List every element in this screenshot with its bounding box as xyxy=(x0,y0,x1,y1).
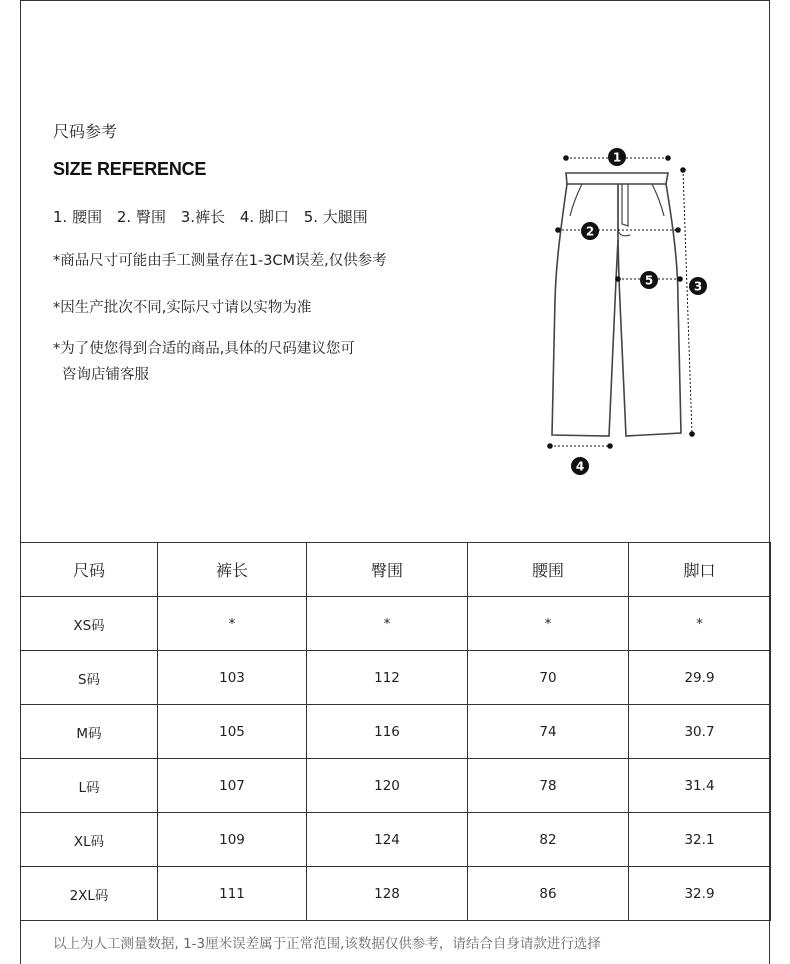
note-contact-line2: 咨询店铺客服 xyxy=(62,367,149,383)
part-waist: 1. 腰围 xyxy=(53,208,103,226)
svg-text:3: 3 xyxy=(693,279,703,294)
note-batch-difference: *因生产批次不同,实际尺寸请以实物为准 xyxy=(53,300,312,316)
svg-text:1: 1 xyxy=(612,150,622,165)
table-header-row xyxy=(21,543,771,597)
note-contact-service xyxy=(53,336,433,388)
cell-hip: 112 xyxy=(307,651,468,705)
cell-size: XS码 xyxy=(21,597,158,651)
cell-waist: 74 xyxy=(468,705,629,759)
part-leg-opening: 4. 脚口 xyxy=(239,208,289,226)
cell-size: S码 xyxy=(21,651,158,705)
pants-outline xyxy=(552,173,681,436)
cell-length: 105 xyxy=(158,705,307,759)
cell-waist: * xyxy=(468,597,629,651)
table-row xyxy=(21,813,771,867)
cell-length: 103 xyxy=(158,651,307,705)
cell-leg-opening: * xyxy=(629,597,771,651)
header-size: 尺码 xyxy=(21,543,158,597)
cell-leg-opening: 29.9 xyxy=(629,651,771,705)
measurement-endpoints xyxy=(547,155,695,449)
cell-length: 107 xyxy=(158,759,307,813)
svg-text:2: 2 xyxy=(585,224,595,239)
cell-waist: 82 xyxy=(468,813,629,867)
table-row xyxy=(21,651,771,705)
cell-length: 111 xyxy=(158,867,307,921)
cell-length: * xyxy=(158,597,307,651)
marker-5 xyxy=(640,271,658,289)
table-row xyxy=(21,597,771,651)
cell-leg-opening: 31.4 xyxy=(629,759,771,813)
svg-text:4: 4 xyxy=(575,459,585,474)
cell-waist: 70 xyxy=(468,651,629,705)
table-row xyxy=(21,759,771,813)
cell-leg-opening: 30.7 xyxy=(629,705,771,759)
note-measurement-error: *商品尺寸可能由手工测量存在1-3CM误差,仅供参考 xyxy=(53,253,387,269)
part-length: 3.裤长 xyxy=(180,208,226,226)
cell-hip: 128 xyxy=(307,867,468,921)
title-english: SIZE REFERENCE xyxy=(53,159,207,179)
cell-size: XL码 xyxy=(21,813,158,867)
cell-size: 2XL码 xyxy=(21,867,158,921)
pants-diagram xyxy=(540,140,720,480)
note-contact-line1: *为了使您得到合适的商品,具体的尺码建议您可 xyxy=(53,341,355,357)
cell-waist: 86 xyxy=(468,867,629,921)
footer-disclaimer: 以上为人工测量数据, 1-3厘米误差属于正常范围,该数据仅供参考，请结合自身请款进行选择 xyxy=(53,936,601,952)
cell-size: L码 xyxy=(21,759,158,813)
cell-size: M码 xyxy=(21,705,158,759)
cell-hip: 124 xyxy=(307,813,468,867)
cell-length: 109 xyxy=(158,813,307,867)
cell-hip: 120 xyxy=(307,759,468,813)
marker-3 xyxy=(689,277,707,295)
title-chinese: 尺码参考 xyxy=(53,122,118,141)
marker-1 xyxy=(608,148,626,166)
header-leg-opening: 脚口 xyxy=(629,543,771,597)
header-length: 裤长 xyxy=(158,543,307,597)
cell-waist: 78 xyxy=(468,759,629,813)
cell-leg-opening: 32.9 xyxy=(629,867,771,921)
measurement-parts xyxy=(53,206,378,227)
part-thigh: 5. 大腿围 xyxy=(303,208,368,226)
table-row xyxy=(21,867,771,921)
svg-text:5: 5 xyxy=(644,273,654,288)
part-hip: 2. 臀围 xyxy=(116,208,166,226)
cell-hip: * xyxy=(307,597,468,651)
header-waist: 腰围 xyxy=(468,543,629,597)
cell-hip: 116 xyxy=(307,705,468,759)
marker-4 xyxy=(571,457,589,475)
size-table xyxy=(20,542,771,921)
measurement-lines xyxy=(550,158,692,446)
marker-2 xyxy=(581,222,599,240)
cell-leg-opening: 32.1 xyxy=(629,813,771,867)
table-row xyxy=(21,705,771,759)
header-hip: 臀围 xyxy=(307,543,468,597)
